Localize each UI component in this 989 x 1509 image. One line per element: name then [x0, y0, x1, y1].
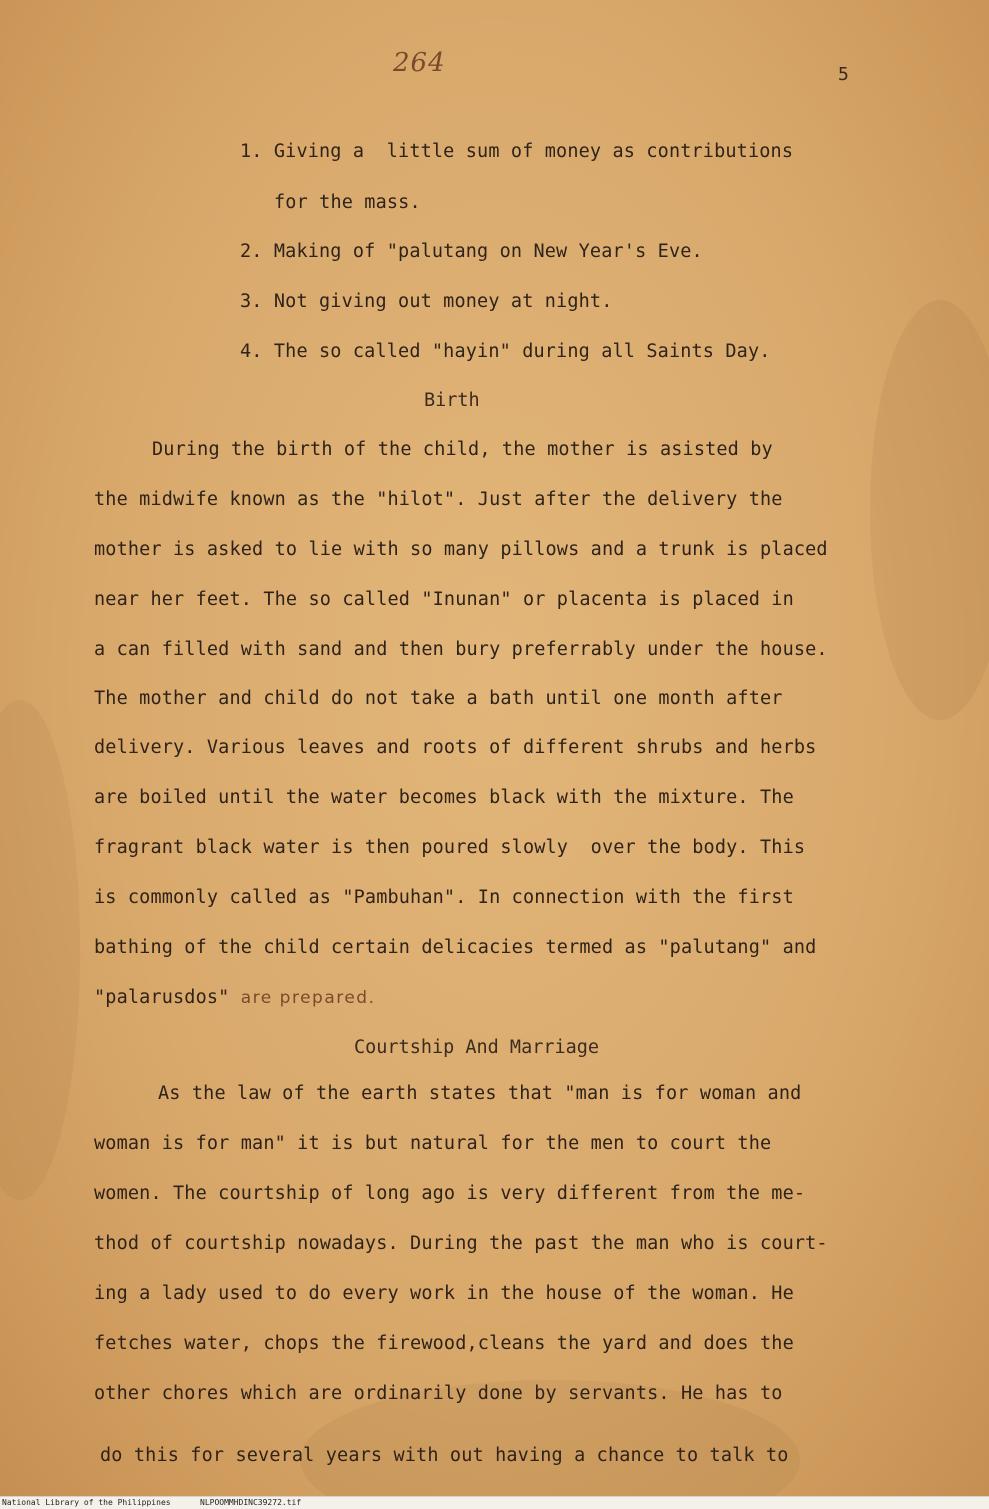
- page-number: 5: [838, 64, 849, 85]
- scan-footer: [0, 1496, 989, 1509]
- paragraph-line: is commonly called as "Pambuhan". In connection with the first: [94, 887, 794, 908]
- paragraph-line: fetches water, chops the firewood,cleans the yard and does the: [94, 1333, 794, 1354]
- paragraph-line: The mother and child do not take a bath until one month after: [94, 688, 783, 709]
- handwritten-text: are prepared.: [240, 988, 376, 1008]
- paragraph-line: mother is asked to lie with so many pillows and a trunk is placed: [94, 539, 828, 560]
- paragraph-line: delivery. Various leaves and roots of different shrubs and herbs: [94, 737, 817, 758]
- list-item: 2. Making of "palutang on New Year's Eve.: [240, 241, 703, 262]
- paragraph-line: near her feet. The so called "Inunan" or placenta is placed in: [94, 589, 794, 610]
- paper-stain: [0, 700, 80, 1200]
- footer-filename: NLPOOMMHDINC39272.tif: [200, 1498, 302, 1507]
- paragraph-line: woman is for man" it is but natural for the men to court the: [94, 1133, 772, 1154]
- paragraph-line: other chores which are ordinarily done by servants. He has to: [94, 1383, 783, 1404]
- paragraph-line: bathing of the child certain delicacies termed as "palutang" and: [94, 937, 817, 958]
- paper-stain: [870, 300, 989, 720]
- paragraph-line: thod of courtship nowadays. During the past the man who is court-: [94, 1233, 828, 1254]
- paragraph-line: the midwife known as the "hilot". Just after the delivery the: [94, 489, 783, 510]
- typed-text: "palarusdos": [94, 987, 230, 1008]
- paragraph-line: As the law of the earth states that "man is for woman and: [158, 1083, 802, 1104]
- paragraph-line: fragrant black water is then poured slowly over the body. This: [94, 837, 806, 858]
- paragraph-line-last: [94, 989, 376, 1008]
- section-heading-birth: Birth: [424, 390, 480, 411]
- list-item: 3. Not giving out money at night.: [240, 291, 613, 312]
- paragraph-line: ing a lady used to do every work in the house of the woman. He: [94, 1283, 794, 1304]
- section-heading-courtship: Courtship And Marriage: [354, 1037, 600, 1058]
- paragraph-line: a can filled with sand and then bury preferrably under the house.: [94, 639, 828, 660]
- paragraph-line: are boiled until the water becomes black with the mixture. The: [94, 787, 794, 808]
- handwritten-page-number: 264: [393, 48, 446, 78]
- paragraph-line: women. The courtship of long ago is very different from the me-: [94, 1183, 806, 1204]
- footer-source: National Library of the Philippines: [2, 1498, 171, 1507]
- list-item: 1. Giving a little sum of money as contributions: [240, 141, 794, 162]
- paragraph-line: During the birth of the child, the mother is asisted by: [152, 439, 773, 460]
- list-item: 4. The so called "hayin" during all Saints Day.: [240, 341, 771, 362]
- list-item-continuation: for the mass.: [274, 192, 421, 213]
- paragraph-line: do this for several years with out having a chance to talk to: [100, 1445, 789, 1466]
